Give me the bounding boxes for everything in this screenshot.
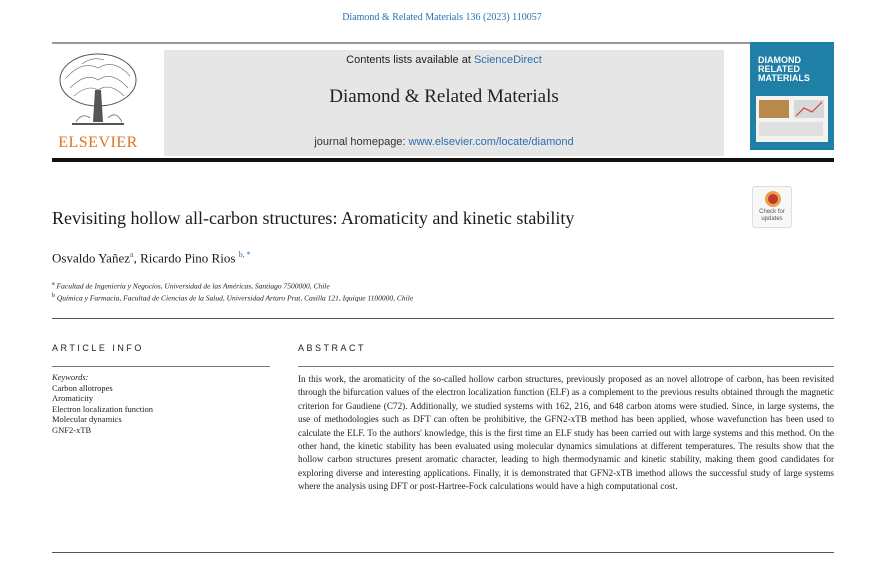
journal-banner	[164, 50, 724, 156]
abstract-heading: ABSTRACT	[298, 343, 367, 353]
homepage-prefix: journal homepage:	[314, 136, 409, 148]
keyword-item: Electron localization function	[52, 403, 154, 414]
affiliation-divider	[52, 318, 834, 319]
header-divider	[52, 42, 834, 44]
abstract-divider	[298, 366, 834, 367]
masthead-rule	[52, 158, 834, 162]
cover-title: DIAMOND RELATED MATERIALS	[758, 55, 810, 83]
abstract-text: In this work, the aromaticity of the so-called hollow carbon structures, previously proposed as an novel allotrope of carbon, has been revisited through the bifurcation values of the electron localization function (ELF) as a complement to the previous results obtained through the magnetic criterion for Gaudiene (C72). Additionally, we studied systems with 162, 216, and 648 carbon atoms were studied. Since, in large systems, the use of methodologies such as DFT can often be prohibitive, the GFN2-xTB method has been applied, whose wavefunction has been used to calculate the ELF. To the authors' knowledge, this is the first time an ELF study has been carried out with large systems and this method. On the other hand, the kinetic stability has been evaluated using molecular dynamics simulations at different temperatures. The results show that the hollow carbon structures present aromatic character, leading to high thermodynamic and kinetic stability, making them good candidates for exploring diverse and interesting applications. Finally, it is demonstrated that GFN2-xTB imethod allows the successful study of large systems where the analysis using DFT or post-Hartree-Fock calculations would have a high computational cost.	[298, 374, 834, 492]
elsevier-logo[interactable]	[52, 50, 144, 154]
affiliation-marker[interactable]: b, *	[238, 250, 251, 259]
author-list	[52, 250, 251, 266]
author-name[interactable]: Ricardo Pino Rios	[140, 250, 236, 266]
homepage-link[interactable]: www.elsevier.com/locate/diamond	[408, 136, 574, 148]
article-title: Revisiting hollow all-carbon structures: Aromaticity and kinetic stability	[52, 208, 575, 228]
sciencedirect-link[interactable]: ScienceDirect	[473, 54, 542, 66]
article-info-heading: ARTICLE INFO	[52, 343, 144, 353]
footer-divider	[52, 552, 834, 553]
keyword-item: Aromaticity	[52, 393, 94, 403]
tree-logo-icon	[52, 50, 144, 130]
contents-line	[164, 54, 724, 66]
keyword-item: GNF2-xTB	[52, 424, 92, 435]
keywords-label: Keywords:	[52, 372, 89, 382]
keyword-item: Carbon allotropes	[52, 382, 113, 393]
article-info-divider	[52, 366, 270, 367]
keyword-item: Molecular dynamics	[52, 414, 122, 424]
affiliation-a: $^a$ Facultad de Ingeniería y Negocios, Universidad de las Américas, Santiago 7500000, Chile	[52, 281, 330, 291]
author-separator: ,	[133, 250, 141, 266]
affiliation-b: $^b$ Química y Farmacia, Facultad de Ciencias de la Salud, Universidad Arturo Prat, Casilla 121, Iquique 1100000, Chile	[52, 293, 414, 303]
affiliation-marker[interactable]: a	[130, 250, 134, 259]
check-for-updates-button[interactable]	[752, 186, 792, 228]
author-name[interactable]: Osvaldo Yañez	[52, 250, 130, 266]
cover-figure	[756, 96, 828, 142]
check-updates-icon	[765, 191, 781, 207]
journal-title[interactable]: Diamond & Related Materials	[329, 86, 559, 107]
check-updates-label: Check for updates	[759, 209, 785, 222]
contents-prefix: Contents lists available at	[346, 54, 474, 66]
journal-citation[interactable]: Diamond & Related Materials 136 (2023) 110057	[342, 12, 542, 23]
publisher-name: ELSEVIER	[58, 134, 138, 151]
journal-cover-image[interactable]	[750, 42, 834, 150]
homepage-line	[164, 136, 724, 148]
keywords-list	[52, 372, 153, 435]
